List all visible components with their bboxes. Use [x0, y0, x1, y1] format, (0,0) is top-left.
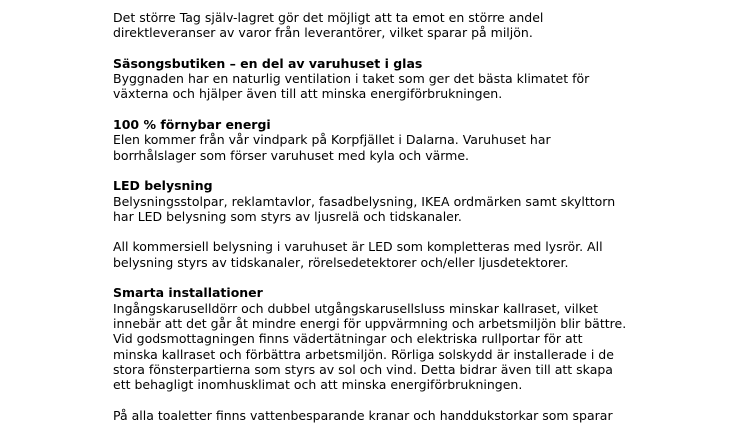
text-line: innebär att det går åt mindre energi för uppvärmning och arbetsmiljön blir bättre.	[113, 315, 627, 331]
text-line: Belysningsstolpar, reklamtavlor, fasadbelysning, IKEA ordmärken samt skylttorn	[113, 193, 616, 209]
text-line: belysning styrs av tidskanaler, rörelsedetektorer och/eller ljusdetektorer.	[113, 254, 569, 270]
text-line: direktleveranser av varor från leverantörer, vilket sparar på miljön.	[113, 25, 533, 41]
section-heading: 100 % förnybar energi	[113, 117, 271, 133]
energy-section	[113, 117, 713, 163]
text-line: ett behagligt inomhusklimat och att minska energiförbrukningen.	[113, 377, 523, 393]
document-body	[113, 10, 713, 438]
text-line: har LED belysning som styrs av ljusrelä och tidskanaler.	[113, 208, 462, 224]
text-line: Det större Tag själv-lagret gör det möjligt att ta emot en större andel	[113, 10, 544, 25]
text-line: minska kallraset och förbättra arbetsmiljön. Rörliga solskydd är installerade i de	[113, 346, 614, 362]
section-heading: LED belysning	[113, 178, 213, 194]
led-section	[113, 178, 713, 224]
season-section	[113, 56, 713, 102]
text-line: borrhålslager som förser varuhuset med kyla och värme.	[113, 147, 470, 163]
text-line: växterna och hjälper även till att minska energiförbrukningen.	[113, 86, 503, 102]
intro-paragraph	[113, 10, 713, 41]
text-line: Vid godsmottagningen finns vädertätningar och elektriska rullportar för att	[113, 331, 583, 347]
text-line: På alla toaletter finns vattenbesparande kranar och handdukstorkar som sparar	[113, 407, 613, 423]
text-line: Byggnaden har en naturlig ventilation i taket som ger det bästa klimatet för	[113, 71, 590, 87]
text-line: All kommersiell belysning i varuhuset är LED som kompletteras med lysrör. All	[113, 239, 603, 255]
section-heading: Säsongsbutiken – en del av varuhuset i glas	[113, 55, 423, 71]
section-heading: Smarta installationer	[113, 285, 263, 301]
smart-section	[113, 285, 713, 392]
text-line: Ingångskaruselldörr och dubbel utgångskarusellsluss minskar kallraset, vilket	[113, 300, 599, 316]
toilets-paragraph	[113, 408, 713, 423]
text-line: stora fönsterpartierna som styrs av sol och vind. Detta bidrar även till att skapa	[113, 361, 613, 377]
text-line: Elen kommer från vår vindpark på Korpfjället i Dalarna. Varuhuset har	[113, 132, 551, 148]
lighting-paragraph	[113, 239, 713, 270]
